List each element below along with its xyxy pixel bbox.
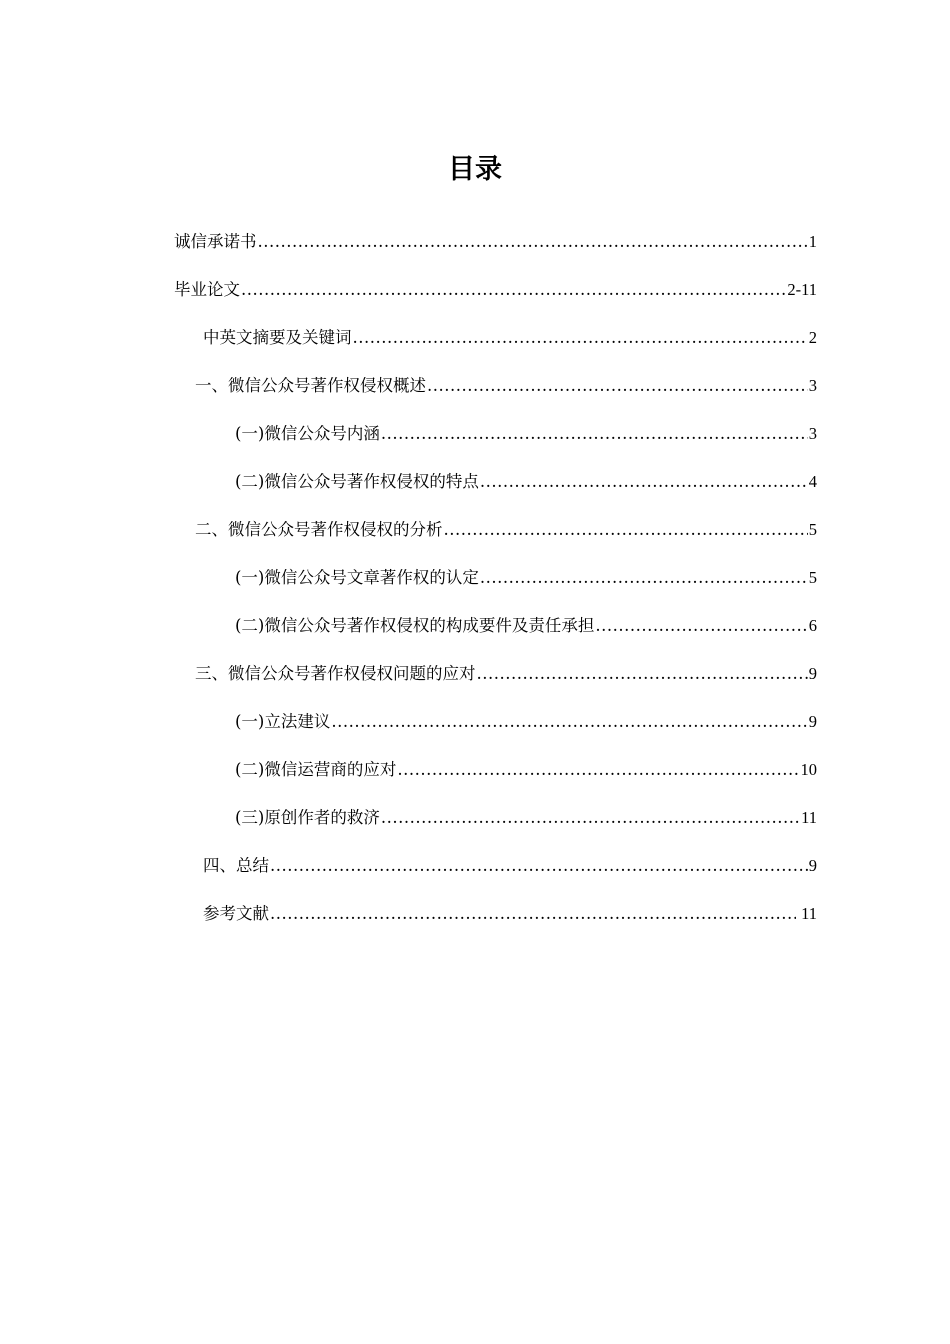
toc-entry-text: (三)原创作者的救济 bbox=[235, 808, 380, 827]
toc-page-number: 5 bbox=[808, 568, 817, 587]
toc-entry-chapter-4[interactable] bbox=[203, 852, 817, 880]
toc-page-number: 10 bbox=[800, 760, 817, 779]
toc-entry-section-1-2[interactable] bbox=[235, 468, 817, 496]
toc-dot-leader bbox=[477, 660, 808, 688]
toc-dot-leader bbox=[480, 564, 808, 592]
toc-entry-text: (二)微信公众号著作权侵权的构成要件及责任承担 bbox=[235, 616, 595, 635]
toc-page-number: 4 bbox=[808, 472, 817, 491]
toc-entry-section-3-2[interactable] bbox=[235, 756, 817, 784]
toc-entry-text: (二)微信运营商的应对 bbox=[235, 760, 397, 779]
toc-page-number: 5 bbox=[808, 520, 817, 539]
toc-page-number: 2 bbox=[808, 328, 817, 347]
toc-entry-text: (二)微信公众号著作权侵权的特点 bbox=[235, 472, 479, 491]
toc-entry-references[interactable] bbox=[203, 900, 817, 928]
toc-entry-section-3-3[interactable] bbox=[235, 804, 817, 832]
toc-dot-leader bbox=[270, 900, 796, 928]
toc-dot-leader bbox=[427, 372, 808, 400]
toc-dot-leader bbox=[444, 516, 808, 544]
toc-entry-section-2-1[interactable] bbox=[235, 564, 817, 592]
toc-page-number: 3 bbox=[808, 424, 817, 443]
toc-entry-text: 二、微信公众号著作权侵权的分析 bbox=[195, 520, 443, 539]
toc-entry-abstract[interactable] bbox=[203, 324, 817, 352]
toc-entry-text: (一)立法建议 bbox=[235, 712, 331, 731]
toc-dot-leader bbox=[381, 420, 808, 448]
toc-page-number: 6 bbox=[808, 616, 817, 635]
toc-dot-leader bbox=[397, 756, 799, 784]
toc-entry-text: 四、总结 bbox=[203, 856, 269, 875]
toc-entry-text: 中英文摘要及关键词 bbox=[203, 328, 352, 347]
toc-entry-text: 诚信承诺书 bbox=[174, 232, 257, 251]
toc-entry-chapter-3[interactable] bbox=[195, 660, 817, 688]
toc-dot-leader bbox=[353, 324, 808, 352]
toc-entry-text: 三、微信公众号著作权侵权问题的应对 bbox=[195, 664, 476, 683]
toc-entry-text: 一、微信公众号著作权侵权概述 bbox=[195, 376, 426, 395]
toc-page-number: 11 bbox=[801, 808, 817, 827]
toc-entry-chapter-2[interactable] bbox=[195, 516, 817, 544]
toc-dot-leader bbox=[258, 228, 808, 256]
toc-page-number: 9 bbox=[808, 712, 817, 731]
toc-entry-section-1-1[interactable] bbox=[235, 420, 817, 448]
toc-dot-leader bbox=[241, 276, 786, 304]
toc-page-number: 11 bbox=[796, 904, 817, 923]
toc-entry-text: 参考文献 bbox=[203, 904, 269, 923]
toc-page-number: 9 bbox=[808, 856, 817, 875]
toc-entry-chapter-1[interactable] bbox=[195, 372, 817, 400]
page-title: 目录 bbox=[448, 154, 502, 185]
toc-entry-text: 毕业论文 bbox=[174, 280, 240, 299]
toc-dot-leader bbox=[270, 852, 808, 880]
toc-entry-thesis[interactable] bbox=[174, 276, 817, 304]
toc-entry-section-3-1[interactable] bbox=[235, 708, 817, 736]
toc-entry-section-2-2[interactable] bbox=[235, 612, 817, 640]
toc-page-number: 2-11 bbox=[787, 280, 817, 299]
toc-entry-text: (一)微信公众号文章著作权的认定 bbox=[235, 568, 479, 587]
toc-dot-leader bbox=[480, 468, 808, 496]
toc-entry-text: (一)微信公众号内涵 bbox=[235, 424, 380, 443]
toc-page-number: 3 bbox=[808, 376, 817, 395]
toc-dot-leader bbox=[331, 708, 807, 736]
toc-page-number: 9 bbox=[808, 664, 817, 683]
toc-entry-integrity-pledge[interactable] bbox=[174, 228, 817, 256]
toc-page-number: 1 bbox=[808, 232, 817, 251]
toc-dot-leader bbox=[381, 804, 800, 832]
toc-dot-leader bbox=[595, 612, 807, 640]
